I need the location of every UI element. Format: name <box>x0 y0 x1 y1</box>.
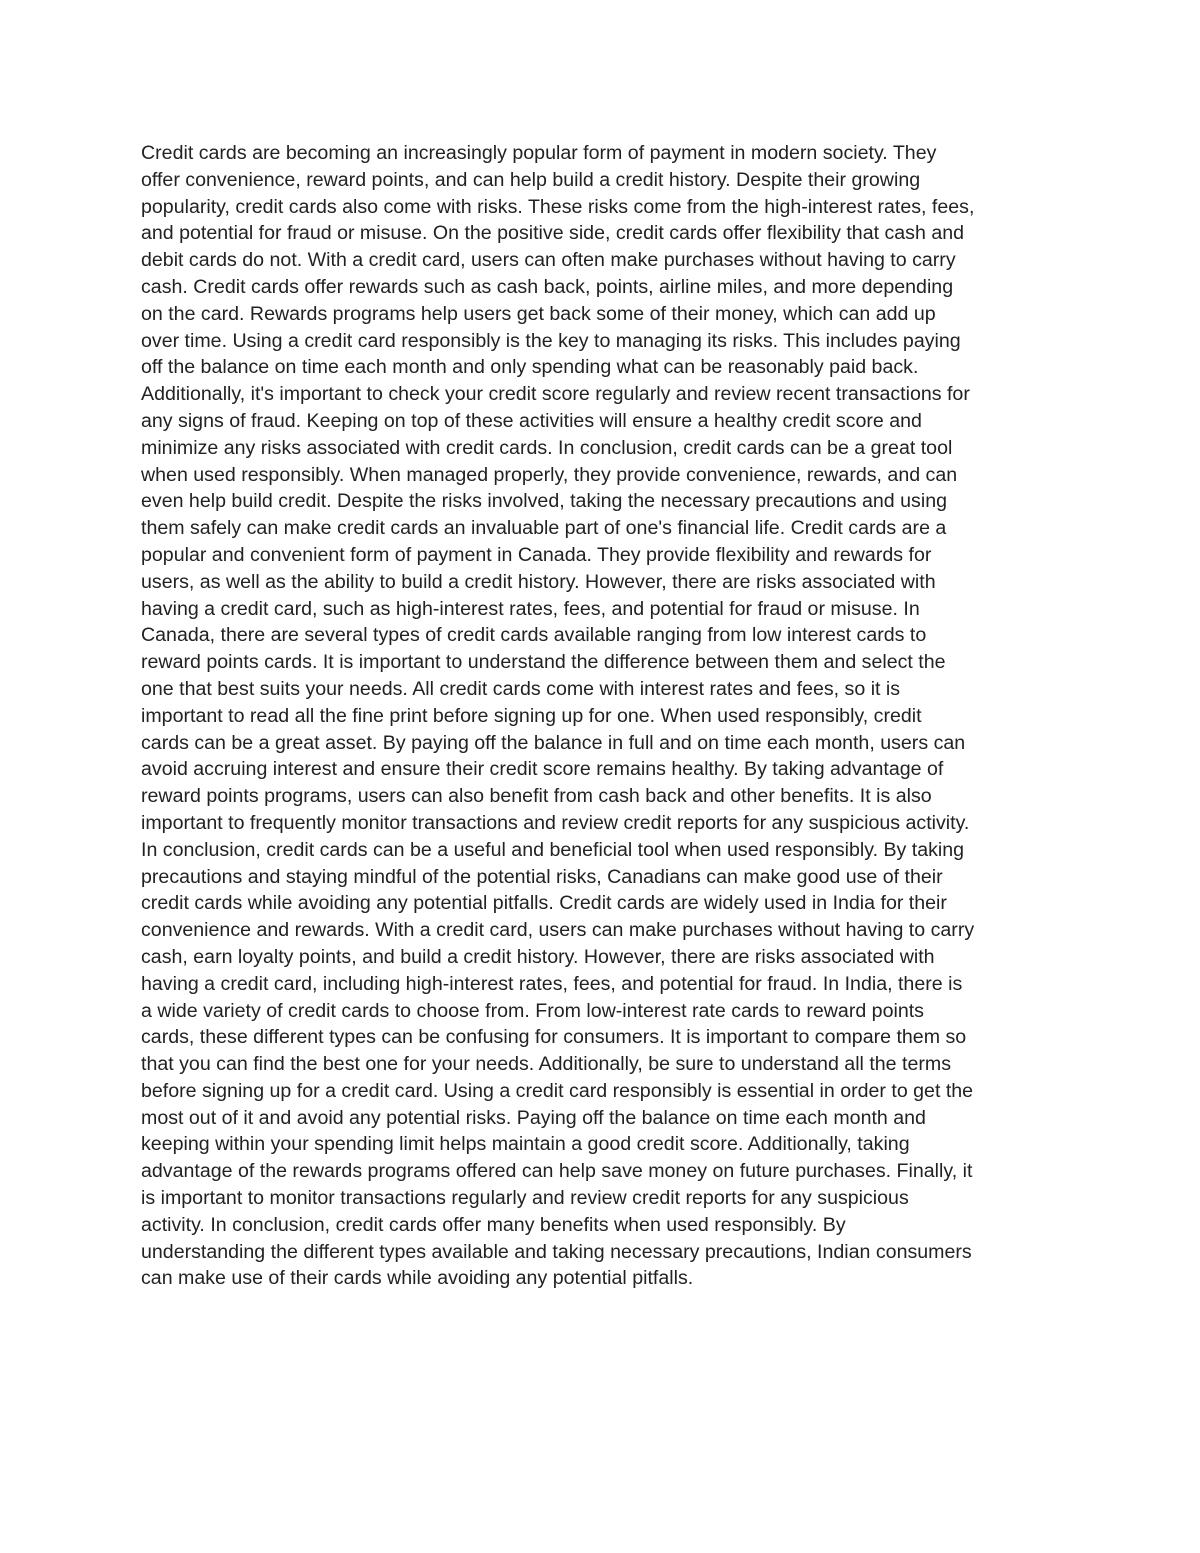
text-line: having a credit card, such as high-interest rates, fees, and potential for fraud or misuse. In <box>141 597 920 620</box>
text-line: before signing up for a credit card. Using a credit card responsibly is essential in order to get the <box>141 1079 974 1102</box>
text-line: cards, these different types can be confusing for consumers. It is important to compare them so <box>141 1026 967 1049</box>
text-line: over time. Using a credit card responsibly is the key to managing its risks. This includes paying <box>141 329 961 352</box>
text-line: and potential for fraud or misuse. On the positive side, credit cards offer flexibility that cash and <box>141 222 965 245</box>
text-line: most out of it and avoid any potential risks. Paying off the balance on time each month and <box>141 1106 926 1129</box>
text-line: reward points cards. It is important to understand the difference between them and select the <box>141 651 946 674</box>
text-line: popular and convenient form of payment in Canada. They provide flexibility and rewards for <box>141 543 932 566</box>
text-line: on the card. Rewards programs help users get back some of their money, which can add up <box>141 302 936 325</box>
text-line: advantage of the rewards programs offered can help save money on future purchases. Finally, it <box>141 1160 973 1183</box>
text-line: important to read all the fine print before signing up for one. When used responsibly, credit <box>141 704 922 727</box>
text-line: them safely can make credit cards an invaluable part of one's financial life. Credit cards are a <box>141 517 947 540</box>
text-line: can make use of their cards while avoiding any potential pitfalls. <box>141 1267 694 1290</box>
text-line: when used responsibly. When managed properly, they provide convenience, rewards, and can <box>141 463 958 486</box>
body-paragraph <box>141 140 1071 1292</box>
text-line: Additionally, it's important to check your credit score regularly and review recent transactions for <box>141 383 970 406</box>
text-line: any signs of fraud. Keeping on top of these activities will ensure a healthy credit score and <box>141 409 922 432</box>
text-line: convenience and rewards. With a credit card, users can make purchases without having to carry <box>141 919 975 942</box>
text-line: cards can be a great asset. By paying off the balance in full and on time each month, users can <box>141 731 966 754</box>
text-line: cash. Credit cards offer rewards such as cash back, points, airline miles, and more depending <box>141 275 954 298</box>
text-line: keeping within your spending limit helps maintain a good credit score. Additionally, taking <box>141 1133 910 1156</box>
text-line: popularity, credit cards also come with risks. These risks come from the high-interest rates, fees, <box>141 195 975 218</box>
text-line: reward points programs, users can also benefit from cash back and other benefits. It is also <box>141 785 932 808</box>
text-line: In conclusion, credit cards can be a useful and beneficial tool when used responsibly. By taking <box>141 838 965 861</box>
text-line: off the balance on time each month and only spending what can be reasonably paid back. <box>141 356 919 379</box>
text-line: avoid accruing interest and ensure their credit score remains healthy. By taking advantage of <box>141 758 944 781</box>
text-line: that you can find the best one for your needs. Additionally, be sure to understand all the terms <box>141 1053 952 1076</box>
text-line: Canada, there are several types of credit cards available ranging from low interest cards to <box>141 624 927 647</box>
text-line: even help build credit. Despite the risks involved, taking the necessary precautions and using <box>141 490 947 513</box>
text-line: debit cards do not. With a credit card, users can often make purchases without having to carry <box>141 249 956 272</box>
text-line: is important to monitor transactions regularly and review credit reports for any suspicious <box>141 1187 909 1210</box>
text-line: understanding the different types available and taking necessary precautions, Indian consumers <box>141 1240 972 1263</box>
text-line: having a credit card, including high-interest rates, fees, and potential for fraud. In India, there is <box>141 972 963 995</box>
text-line: cash, earn loyalty points, and build a credit history. However, there are risks associated with <box>141 945 935 968</box>
text-line: important to frequently monitor transactions and review credit reports for any suspicious activity. <box>141 811 970 834</box>
text-line: offer convenience, reward points, and can help build a credit history. Despite their growing <box>141 168 921 191</box>
text-line: precautions and staying mindful of the potential risks, Canadians can make good use of their <box>141 865 943 888</box>
text-line: one that best suits your needs. All credit cards come with interest rates and fees, so it is <box>141 677 901 700</box>
text-line: credit cards while avoiding any potential pitfalls. Credit cards are widely used in India for their <box>141 892 947 915</box>
text-line: users, as well as the ability to build a credit history. However, there are risks associated with <box>141 570 936 593</box>
text-line: minimize any risks associated with credit cards. In conclusion, credit cards can be a great tool <box>141 436 953 459</box>
text-line: activity. In conclusion, credit cards offer many benefits when used responsibly. By <box>141 1213 846 1236</box>
text-line: a wide variety of credit cards to choose from. From low-interest rate cards to reward points <box>141 999 924 1022</box>
text-line: Credit cards are becoming an increasingly popular form of payment in modern society. They <box>141 142 937 164</box>
